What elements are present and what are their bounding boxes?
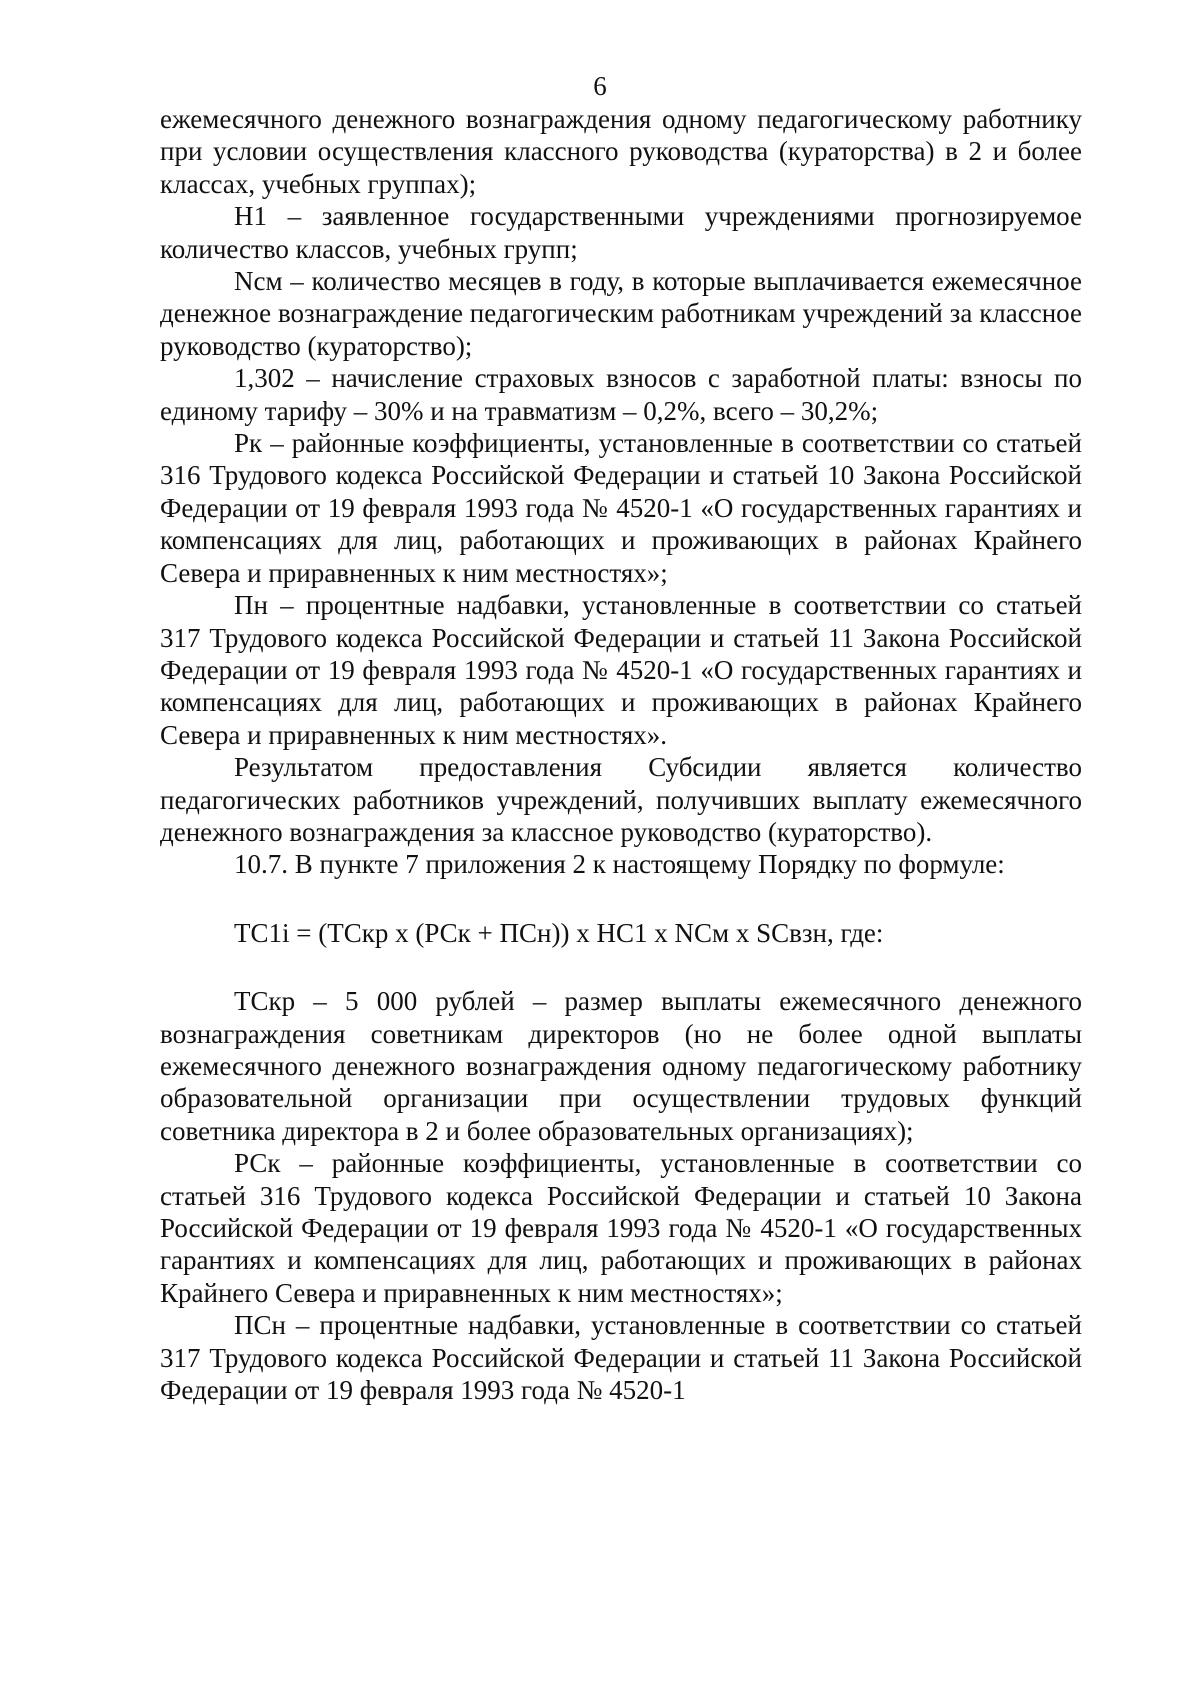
paragraph-top-7: Результатом предоставления Субсидии является количество педагогических работников учреждений, получивших выплату ежемесячного денежного вознаграждения за классное руководство (кураторство). [160,752,1082,847]
document-body [160,103,1082,1406]
page-number: 6 [593,71,607,101]
paragraph-top-2: Н1 – заявленное государственными учреждениями прогнозируемое количество классов, учебных групп; [160,201,1082,264]
paragraph-top-3: Nсм – количество месяцев в году, в которые выплачивается ежемесячное денежное вознаграждение педагогическим работникам учреждений за классное руководство (кураторство); [160,266,1082,361]
paragraph-top-8: 10.7. В пункте 7 приложения 2 к настоящему Порядку по формуле: [234,849,1005,880]
paragraph-top-1: ежемесячного денежного вознаграждения одному педагогическому работнику при условии осуществления классного руководства (кураторства) в 2 и более классах, учебных группах); [160,104,1082,199]
paragraph-top-4: 1,302 – начисление страховых взносов с заработной платы: взносы по единому тарифу – 30% и на травматизм – 0,2%, всего – 30,2%; [160,363,1082,426]
paragraph-bottom-2: РСк – районные коэффициенты, установленные в соответствии со статьей 316 Трудового кодекса Российской Федерации и статьей 10 Закона Российской Федерации от 19 февраля 1993 года № 4520-1 «О государственных гарантиях и компенсациях для лиц, работающих и проживающих в районах Крайнего Севера и приравненных к ним местностях»; [160,1148,1082,1308]
formula: ТС1i = (ТСкр х (РСк + ПСн)) х НС1 х NСм х SСвзн, где: [234,917,884,948]
paragraph-top-5: Рк – районные коэффициенты, установленные в соответствии со статьей 316 Трудового кодекса Российской Федерации и статьей 10 Закона Российской Федерации от 19 февраля 1993 года № 4520-1 «О государственных гарантиях и компенсациях для лиц, работающих и проживающих в районах Крайнего Севера и приравненных к ним местностях»; [160,428,1082,588]
paragraph-bottom-3: ПСн – процентные надбавки, установленные в соответствии со статьей 317 Трудового кодекса Российской Федерации и статьей 11 Закона Российской Федерации от 19 февраля 1993 года № 4520-1 [160,1310,1082,1406]
paragraph-top-6: Пн – процентные надбавки, установленные в соответствии со статьей 317 Трудового кодекса Российской Федерации и статьей 11 Закона Российской Федерации от 19 февраля 1993 года № 4520-1 «О государственных гарантиях и компенсациях для лиц, работающих и проживающих в районах Крайнего Севера и приравненных к ним местностях». [160,590,1082,750]
paragraph-bottom-1: ТСкр – 5 000 рублей – размер выплаты ежемесячного денежного вознаграждения советникам директоров (но не более одной выплаты ежемесячного денежного вознаграждения одному педагогическому работнику образовательной организации при осуществлении трудовых функций советника директора в 2 и более образовательных организациях); [160,986,1082,1146]
